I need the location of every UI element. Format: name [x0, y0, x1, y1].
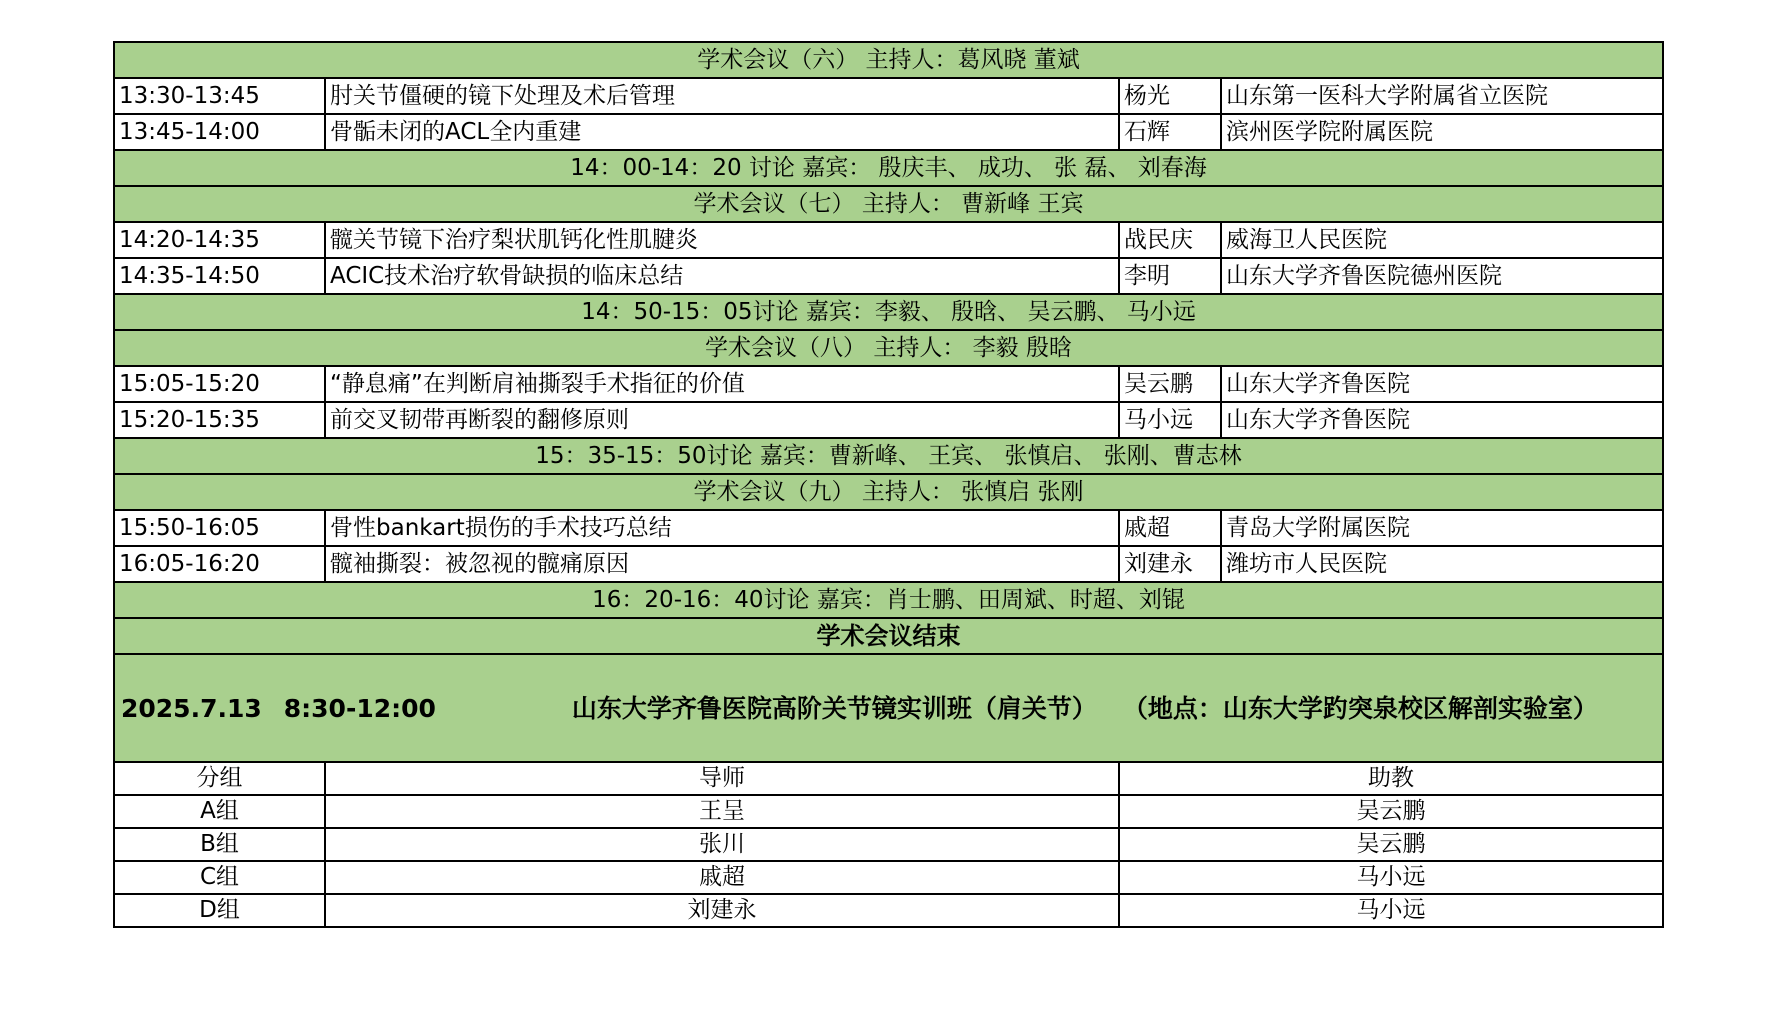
discussion-text: 16：20-16：40讨论 嘉宾：肖士鹏、田周斌、时超、刘锟	[114, 582, 1663, 618]
session-header: 学术会议（八） 主持人： 李毅 殷晗	[114, 330, 1663, 366]
col-header-assistant: 助教	[1119, 762, 1663, 795]
talk-time: 13:45-14:00	[114, 114, 325, 150]
talk-speaker: 戚超	[1119, 510, 1221, 546]
talk-title: 前交叉韧带再断裂的翻修原则	[325, 402, 1119, 438]
talk-speaker: 马小远	[1119, 402, 1221, 438]
schedule-table	[113, 41, 1664, 928]
session-header: 学术会议（九） 主持人： 张慎启 张刚	[114, 474, 1663, 510]
talk-hospital: 青岛大学附属医院	[1221, 510, 1663, 546]
session-9-header-row	[114, 474, 1663, 510]
col-header-mentor: 导师	[325, 762, 1119, 795]
session-6-header-row	[114, 42, 1663, 78]
session-8-header-row	[114, 330, 1663, 366]
col-header-group: 分组	[114, 762, 325, 795]
talk-time: 14:20-14:35	[114, 222, 325, 258]
group-name: B组	[114, 828, 325, 861]
group-row	[114, 795, 1663, 828]
talk-row	[114, 510, 1663, 546]
talk-title: 骨性bankart损伤的手术技巧总结	[325, 510, 1119, 546]
group-mentor: 王呈	[325, 795, 1119, 828]
talk-title: “静息痛”在判断肩袖撕裂手术指征的价值	[325, 366, 1119, 402]
training-location: （地点：山东大学趵突泉校区解剖实验室）	[1122, 693, 1598, 723]
talk-hospital: 山东大学齐鲁医院	[1221, 366, 1663, 402]
group-assistant: 马小远	[1119, 894, 1663, 927]
meeting-end-row	[114, 618, 1663, 654]
talk-hospital: 潍坊市人民医院	[1221, 546, 1663, 582]
session-header: 学术会议（七） 主持人： 曹新峰 王宾	[114, 186, 1663, 222]
talk-title: ACIC技术治疗软骨缺损的临床总结	[325, 258, 1119, 294]
session-header: 学术会议（六） 主持人：葛风晓 董斌	[114, 42, 1663, 78]
discussion-text: 14：50-15：05讨论 嘉宾：李毅、 殷晗、 吴云鹏、 马小远	[114, 294, 1663, 330]
talk-hospital: 滨州医学院附属医院	[1221, 114, 1663, 150]
talk-title: 髋袖撕裂：被忽视的髋痛原因	[325, 546, 1119, 582]
discussion-row	[114, 294, 1663, 330]
training-header-row	[114, 654, 1663, 762]
talk-hospital: 威海卫人民医院	[1221, 222, 1663, 258]
talk-speaker: 李明	[1119, 258, 1221, 294]
talk-speaker: 石辉	[1119, 114, 1221, 150]
group-row	[114, 828, 1663, 861]
talk-row	[114, 222, 1663, 258]
discussion-row	[114, 150, 1663, 186]
group-assistant: 马小远	[1119, 861, 1663, 894]
talk-time: 15:20-15:35	[114, 402, 325, 438]
talk-title: 髋关节镜下治疗梨状肌钙化性肌腱炎	[325, 222, 1119, 258]
talk-speaker: 战民庆	[1119, 222, 1221, 258]
session-7-header-row	[114, 186, 1663, 222]
meeting-end-title: 学术会议结束	[114, 618, 1663, 654]
group-mentor: 刘建永	[325, 894, 1119, 927]
group-mentor: 戚超	[325, 861, 1119, 894]
talk-time: 16:05-16:20	[114, 546, 325, 582]
talk-time: 15:50-16:05	[114, 510, 325, 546]
talk-row	[114, 258, 1663, 294]
group-row	[114, 894, 1663, 927]
training-header	[114, 654, 1663, 762]
group-assistant: 吴云鹏	[1119, 795, 1663, 828]
discussion-text: 14：00-14：20 讨论 嘉宾： 殷庆丰、 成功、 张 磊、 刘春海	[114, 150, 1663, 186]
talk-speaker: 吴云鹏	[1119, 366, 1221, 402]
discussion-row	[114, 582, 1663, 618]
talk-time: 13:30-13:45	[114, 78, 325, 114]
talk-row	[114, 114, 1663, 150]
group-assistant: 吴云鹏	[1119, 828, 1663, 861]
talk-row	[114, 78, 1663, 114]
talk-row	[114, 546, 1663, 582]
group-name: D组	[114, 894, 325, 927]
training-date: 2025.7.13	[121, 693, 262, 723]
group-table-header	[114, 762, 1663, 795]
talk-title: 骨骺未闭的ACL全内重建	[325, 114, 1119, 150]
training-title: 山东大学齐鲁医院高阶关节镜实训班（肩关节）	[571, 693, 1097, 723]
group-row	[114, 861, 1663, 894]
group-name: C组	[114, 861, 325, 894]
training-time: 8:30-12:00	[283, 693, 436, 723]
group-mentor: 张川	[325, 828, 1119, 861]
discussion-text: 15：35-15：50讨论 嘉宾：曹新峰、 王宾、 张慎启、 张刚、曹志林	[114, 438, 1663, 474]
talk-speaker: 杨光	[1119, 78, 1221, 114]
talk-row	[114, 402, 1663, 438]
discussion-row	[114, 438, 1663, 474]
talk-hospital: 山东大学齐鲁医院	[1221, 402, 1663, 438]
talk-title: 肘关节僵硬的镜下处理及术后管理	[325, 78, 1119, 114]
talk-time: 15:05-15:20	[114, 366, 325, 402]
talk-row	[114, 366, 1663, 402]
talk-hospital: 山东第一医科大学附属省立医院	[1221, 78, 1663, 114]
group-name: A组	[114, 795, 325, 828]
talk-time: 14:35-14:50	[114, 258, 325, 294]
talk-hospital: 山东大学齐鲁医院德州医院	[1221, 258, 1663, 294]
talk-speaker: 刘建永	[1119, 546, 1221, 582]
